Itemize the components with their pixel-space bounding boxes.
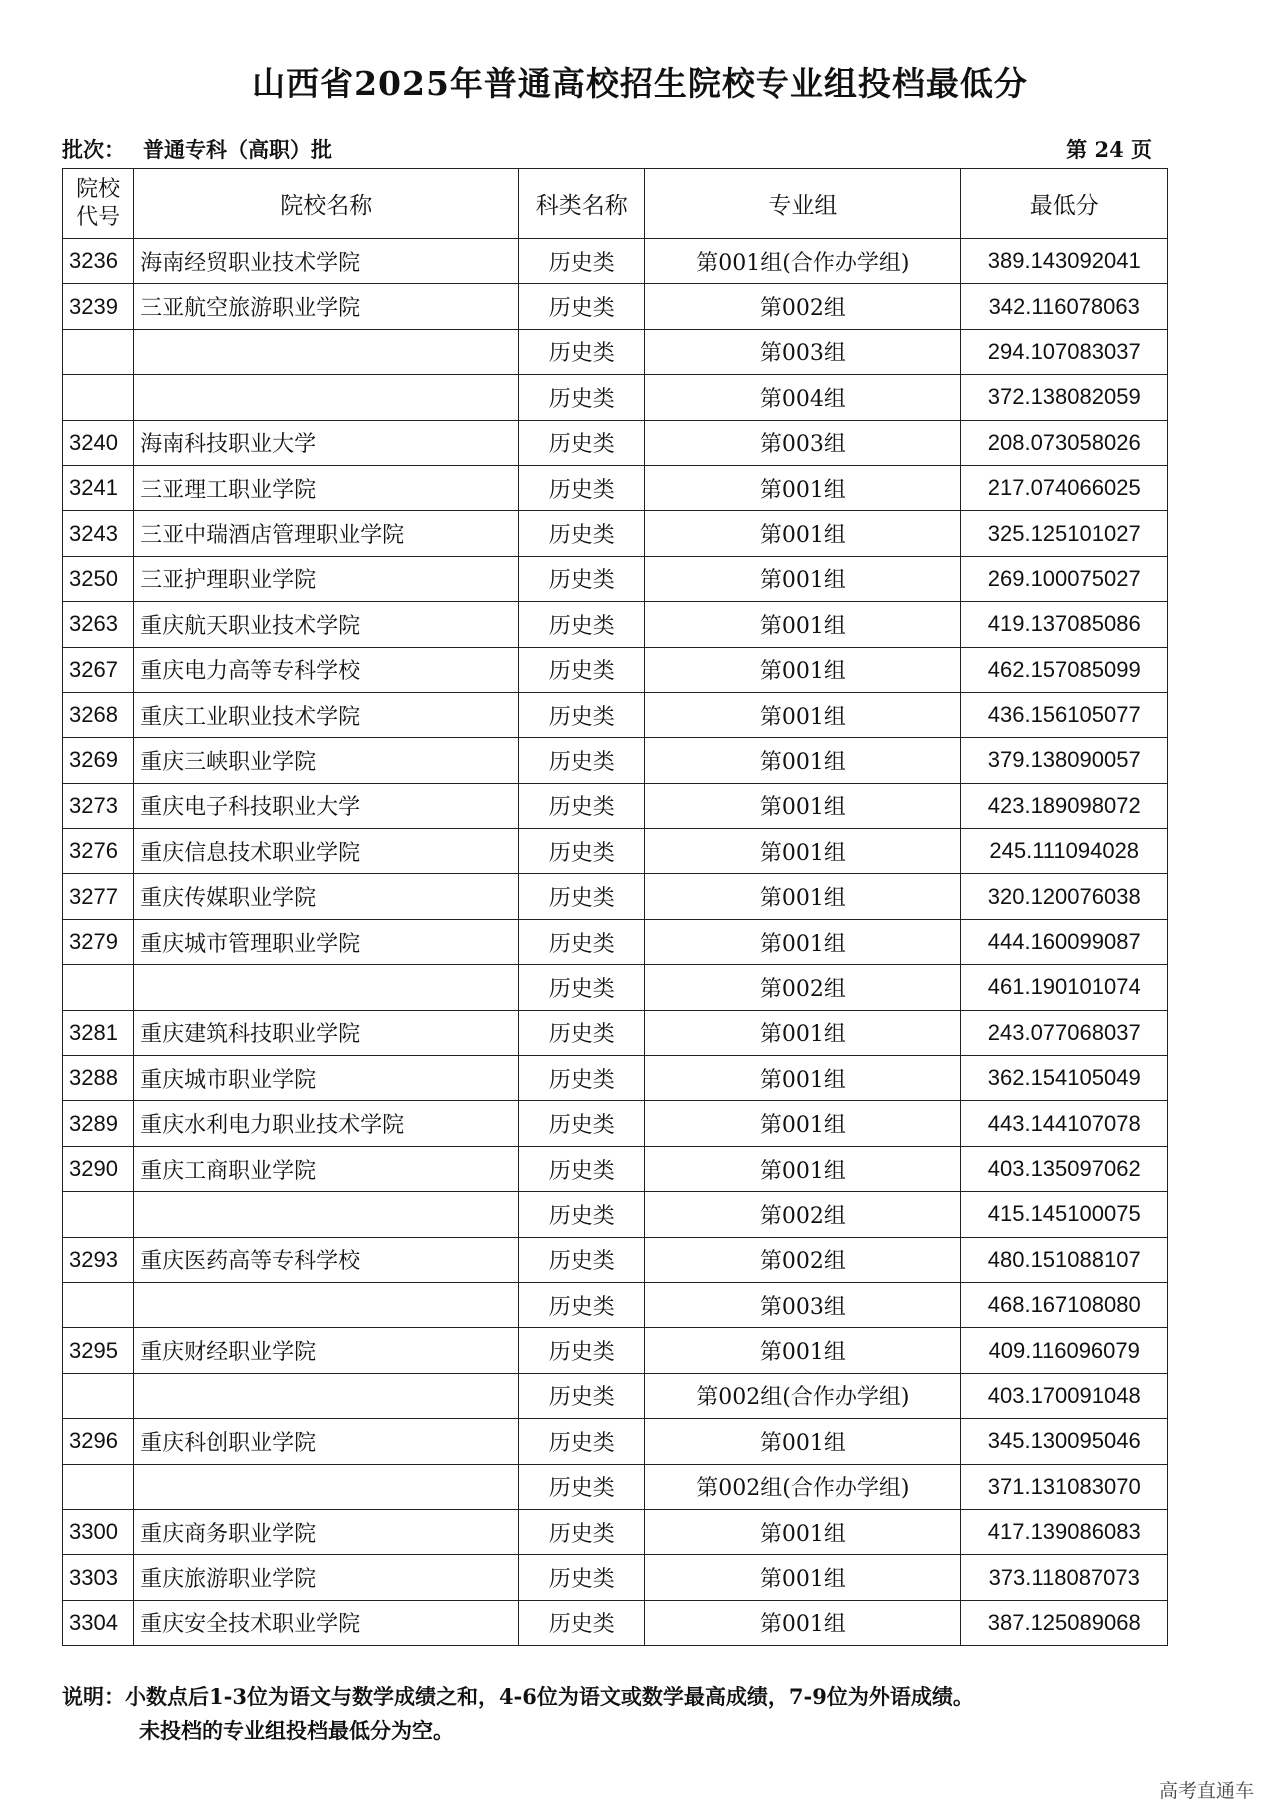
cell-name: 重庆水利电力职业技术学院: [134, 1101, 519, 1146]
cell-subject: 历史类: [519, 1101, 645, 1146]
page-title: 山西省2025年普通高校招生院校专业组投档最低分: [252, 64, 1028, 103]
cell-code: 3303: [63, 1555, 134, 1600]
table-row: [63, 465, 1168, 510]
cell-code: 3289: [63, 1101, 134, 1146]
cell-subject: 历史类: [519, 1056, 645, 1101]
cell-group: 第003组: [645, 420, 961, 465]
table-row: [63, 284, 1168, 329]
cell-subject: 历史类: [519, 692, 645, 737]
cell-subject: 历史类: [519, 284, 645, 329]
cell-score: 462.157085099: [961, 647, 1168, 692]
cell-name: 重庆电力高等专科学校: [134, 647, 519, 692]
batch-label: 批次：: [62, 137, 125, 162]
cell-score: 243.077068037: [961, 1010, 1168, 1055]
cell-code: 3236: [63, 239, 134, 284]
cell-group: 第001组: [645, 1419, 961, 1464]
cell-score: 379.138090057: [961, 738, 1168, 783]
table-row: [63, 1328, 1168, 1373]
col-header-group: 专业组: [645, 169, 961, 239]
batch-value: 普通专科（高职）批: [143, 137, 332, 162]
explanation-note: [62, 1680, 974, 1748]
table-row: [63, 783, 1168, 828]
cell-subject: 历史类: [519, 239, 645, 284]
cell-score: 217.074066025: [961, 465, 1168, 510]
cell-code: 3267: [63, 647, 134, 692]
cell-score: 415.145100075: [961, 1192, 1168, 1237]
cell-group: 第001组: [645, 1328, 961, 1373]
cell-name: 三亚中瑞酒店管理职业学院: [134, 511, 519, 556]
cell-subject: 历史类: [519, 1464, 645, 1509]
cell-name: 重庆旅游职业学院: [134, 1555, 519, 1600]
cell-group: 第001组: [645, 783, 961, 828]
cell-name: 重庆电子科技职业大学: [134, 783, 519, 828]
col-header-name: 院校名称: [134, 169, 519, 239]
cell-group: 第001组: [645, 1555, 961, 1600]
table-row: [63, 556, 1168, 601]
cell-group: 第001组: [645, 1101, 961, 1146]
cell-name: 重庆医药高等专科学校: [134, 1237, 519, 1282]
cell-name: [134, 1192, 519, 1237]
cell-score: 389.143092041: [961, 239, 1168, 284]
cell-subject: 历史类: [519, 1146, 645, 1191]
cell-name: [134, 1282, 519, 1327]
cell-score: 245.111094028: [961, 829, 1168, 874]
cell-subject: 历史类: [519, 919, 645, 964]
cell-name: 三亚航空旅游职业学院: [134, 284, 519, 329]
cell-code: 3240: [63, 420, 134, 465]
cell-score: 444.160099087: [961, 919, 1168, 964]
batch-info: [62, 134, 332, 164]
cell-subject: 历史类: [519, 375, 645, 420]
cell-group: 第001组: [645, 829, 961, 874]
cell-code: 3290: [63, 1146, 134, 1191]
cell-group: 第001组: [645, 556, 961, 601]
cell-name: [134, 1373, 519, 1418]
cell-code: 3296: [63, 1419, 134, 1464]
cell-name: [134, 1464, 519, 1509]
cell-group: 第001组: [645, 738, 961, 783]
cell-group: 第003组: [645, 329, 961, 374]
cell-name: 重庆传媒职业学院: [134, 874, 519, 919]
cell-name: 重庆商务职业学院: [134, 1509, 519, 1554]
cell-score: 409.116096079: [961, 1328, 1168, 1373]
note-line-2: 未投档的专业组投档最低分为空。: [139, 1718, 454, 1743]
col-header-code-line2: 代号: [76, 204, 121, 230]
cell-subject: 历史类: [519, 556, 645, 601]
table-row: [63, 1010, 1168, 1055]
cell-subject: 历史类: [519, 602, 645, 647]
table-row: [63, 602, 1168, 647]
cell-code: 3279: [63, 919, 134, 964]
cell-subject: 历史类: [519, 965, 645, 1010]
cell-group: 第003组: [645, 1282, 961, 1327]
cell-group: 第004组: [645, 375, 961, 420]
cell-code: [63, 375, 134, 420]
cell-score: 294.107083037: [961, 329, 1168, 374]
table-row: [63, 1101, 1168, 1146]
table-row: [63, 1056, 1168, 1101]
cell-score: 387.125089068: [961, 1600, 1168, 1645]
col-header-code-line1: 院校: [76, 176, 121, 202]
cell-code: 3281: [63, 1010, 134, 1055]
cell-code: [63, 1373, 134, 1418]
cell-score: 403.170091048: [961, 1373, 1168, 1418]
cell-score: 480.151088107: [961, 1237, 1168, 1282]
cell-group: 第001组: [645, 1146, 961, 1191]
table-row: [63, 919, 1168, 964]
cell-subject: 历史类: [519, 874, 645, 919]
table-row: [63, 738, 1168, 783]
cell-subject: 历史类: [519, 1555, 645, 1600]
cell-name: 重庆科创职业学院: [134, 1419, 519, 1464]
cell-score: 468.167108080: [961, 1282, 1168, 1327]
cell-name: 重庆三峡职业学院: [134, 738, 519, 783]
table-row: [63, 420, 1168, 465]
cell-name: 三亚理工职业学院: [134, 465, 519, 510]
cell-name: 海南科技职业大学: [134, 420, 519, 465]
cell-code: 3263: [63, 602, 134, 647]
table-row: [63, 1282, 1168, 1327]
cell-code: 3268: [63, 692, 134, 737]
cell-name: 重庆建筑科技职业学院: [134, 1010, 519, 1055]
cell-name: 重庆工商职业学院: [134, 1146, 519, 1191]
cell-subject: 历史类: [519, 1282, 645, 1327]
cell-subject: 历史类: [519, 647, 645, 692]
cell-score: 320.120076038: [961, 874, 1168, 919]
col-header-subject: 科类名称: [519, 169, 645, 239]
cell-code: 3300: [63, 1509, 134, 1554]
cell-subject: 历史类: [519, 1419, 645, 1464]
cell-score: 373.118087073: [961, 1555, 1168, 1600]
cell-score: 362.154105049: [961, 1056, 1168, 1101]
cell-score: 342.116078063: [961, 284, 1168, 329]
cell-score: 419.137085086: [961, 602, 1168, 647]
cell-subject: 历史类: [519, 1509, 645, 1554]
cell-name: [134, 965, 519, 1010]
cell-group: 第002组: [645, 1237, 961, 1282]
cell-score: 443.144107078: [961, 1101, 1168, 1146]
cell-name: 三亚护理职业学院: [134, 556, 519, 601]
cell-subject: 历史类: [519, 1373, 645, 1418]
cell-name: 海南经贸职业技术学院: [134, 239, 519, 284]
cell-name: 重庆财经职业学院: [134, 1328, 519, 1373]
cell-subject: 历史类: [519, 1328, 645, 1373]
cell-group: 第001组: [645, 1509, 961, 1554]
cell-group: 第001组: [645, 692, 961, 737]
cell-code: [63, 1192, 134, 1237]
table-row: [63, 647, 1168, 692]
cell-score: 345.130095046: [961, 1419, 1168, 1464]
table-row: [63, 239, 1168, 284]
cell-score: 417.139086083: [961, 1509, 1168, 1554]
cell-subject: 历史类: [519, 783, 645, 828]
cell-group: 第002组(合作办学组): [645, 1464, 961, 1509]
cell-code: 3288: [63, 1056, 134, 1101]
cell-name: 重庆安全技术职业学院: [134, 1600, 519, 1645]
cell-code: [63, 1464, 134, 1509]
table-row: [63, 1600, 1168, 1645]
col-header-score: 最低分: [961, 169, 1168, 239]
table-row: [63, 965, 1168, 1010]
cell-name: [134, 329, 519, 374]
cell-code: [63, 1282, 134, 1327]
cell-score: 325.125101027: [961, 511, 1168, 556]
cell-group: 第001组: [645, 1600, 961, 1645]
cell-score: 436.156105077: [961, 692, 1168, 737]
cell-subject: 历史类: [519, 329, 645, 374]
cell-group: 第002组: [645, 965, 961, 1010]
cell-score: 423.189098072: [961, 783, 1168, 828]
cell-subject: 历史类: [519, 829, 645, 874]
cell-score: 208.073058026: [961, 420, 1168, 465]
cell-group: 第001组: [645, 647, 961, 692]
cell-code: 3250: [63, 556, 134, 601]
table-row: [63, 692, 1168, 737]
cell-code: [63, 965, 134, 1010]
table-row: [63, 511, 1168, 556]
table-row: [63, 1146, 1168, 1191]
cell-subject: 历史类: [519, 1600, 645, 1645]
table-row: [63, 1237, 1168, 1282]
cell-subject: 历史类: [519, 465, 645, 510]
table-row: [63, 1419, 1168, 1464]
cell-score: 403.135097062: [961, 1146, 1168, 1191]
page-number: 第 24 页: [1066, 137, 1152, 162]
table-row: [63, 329, 1168, 374]
cell-group: 第002组(合作办学组): [645, 1373, 961, 1418]
score-table: [62, 168, 1168, 1646]
table-row: [63, 1464, 1168, 1509]
watermark: 高考直通车: [1158, 1780, 1254, 1802]
cell-code: 3277: [63, 874, 134, 919]
cell-subject: 历史类: [519, 1237, 645, 1282]
cell-group: 第001组: [645, 919, 961, 964]
cell-name: 重庆工业职业技术学院: [134, 692, 519, 737]
cell-score: 461.190101074: [961, 965, 1168, 1010]
cell-code: 3295: [63, 1328, 134, 1373]
cell-score: 372.138082059: [961, 375, 1168, 420]
cell-subject: 历史类: [519, 1192, 645, 1237]
table-row: [63, 1192, 1168, 1237]
table-row: [63, 1509, 1168, 1554]
cell-code: 3304: [63, 1600, 134, 1645]
table-row: [63, 1555, 1168, 1600]
cell-code: [63, 329, 134, 374]
cell-subject: 历史类: [519, 420, 645, 465]
table-header-row: [63, 169, 1168, 239]
table-body: [63, 239, 1168, 1646]
cell-group: 第002组: [645, 284, 961, 329]
cell-score: 269.100075027: [961, 556, 1168, 601]
cell-group: 第001组(合作办学组): [645, 239, 961, 284]
cell-name: 重庆航天职业技术学院: [134, 602, 519, 647]
cell-group: 第001组: [645, 602, 961, 647]
cell-code: 3241: [63, 465, 134, 510]
cell-group: 第002组: [645, 1192, 961, 1237]
cell-group: 第001组: [645, 511, 961, 556]
table-row: [63, 829, 1168, 874]
cell-group: 第001组: [645, 874, 961, 919]
cell-group: 第001组: [645, 1010, 961, 1055]
table-row: [63, 375, 1168, 420]
table-row: [63, 1373, 1168, 1418]
cell-score: 371.131083070: [961, 1464, 1168, 1509]
cell-subject: 历史类: [519, 511, 645, 556]
col-header-code: [63, 169, 134, 239]
cell-name: 重庆信息技术职业学院: [134, 829, 519, 874]
cell-name: 重庆城市职业学院: [134, 1056, 519, 1101]
cell-subject: 历史类: [519, 1010, 645, 1055]
cell-code: 3276: [63, 829, 134, 874]
cell-code: 3269: [63, 738, 134, 783]
cell-subject: 历史类: [519, 738, 645, 783]
note-line-1: 说明：小数点后1-3位为语文与数学成绩之和，4-6位为语文或数学最高成绩，7-9位为外语成绩。: [62, 1684, 974, 1709]
cell-code: 3273: [63, 783, 134, 828]
cell-code: 3243: [63, 511, 134, 556]
cell-name: 重庆城市管理职业学院: [134, 919, 519, 964]
cell-group: 第001组: [645, 465, 961, 510]
cell-group: 第001组: [645, 1056, 961, 1101]
table-row: [63, 874, 1168, 919]
cell-code: 3239: [63, 284, 134, 329]
cell-code: 3293: [63, 1237, 134, 1282]
cell-name: [134, 375, 519, 420]
